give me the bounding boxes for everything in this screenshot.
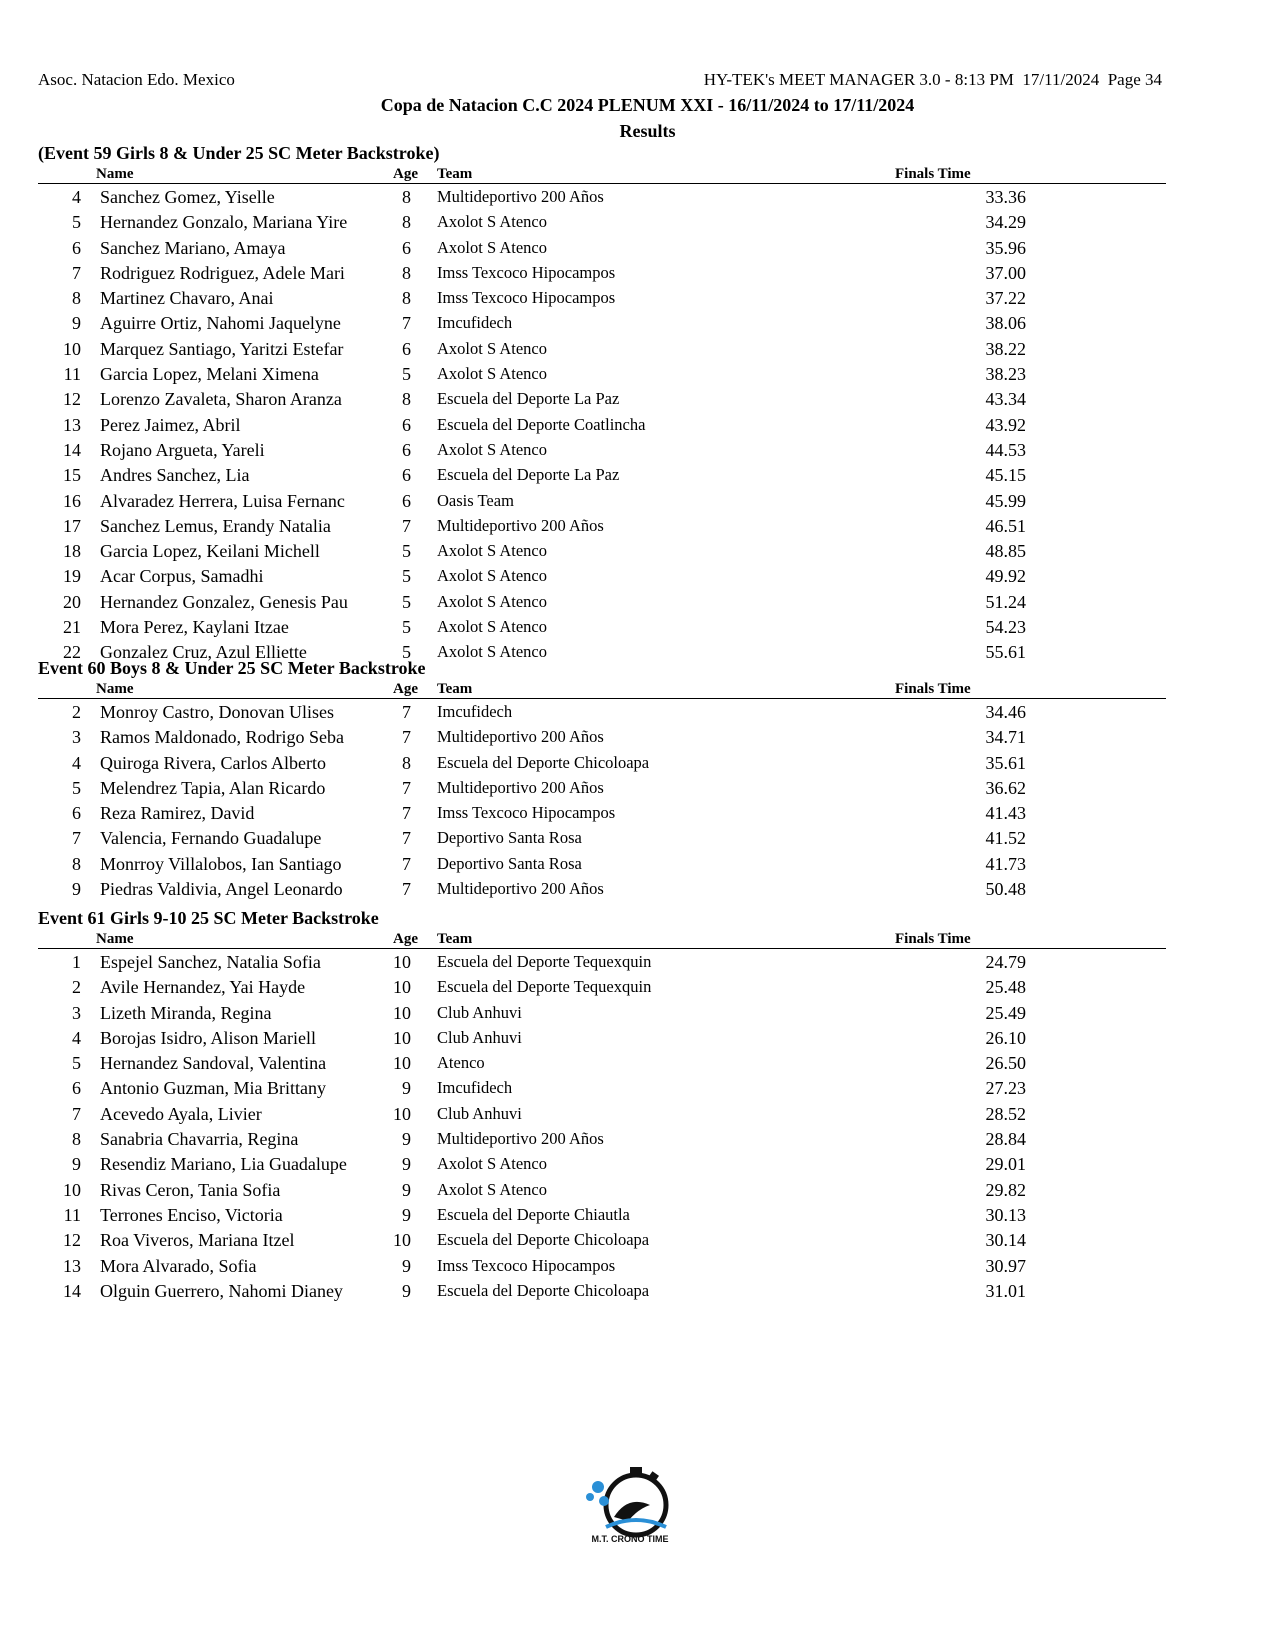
swimmer-name-cell: Avile Hernandez, Yai Hayde: [100, 977, 306, 998]
column-header-team: Team: [437, 166, 473, 182]
age-cell: 5: [402, 642, 411, 663]
finals-time-cell: 41.52: [985, 828, 1026, 849]
event-59-section: [38, 141, 1166, 665]
team-cell: Imcufidech: [437, 702, 513, 721]
age-cell: 9: [402, 1129, 411, 1150]
age-cell: 6: [402, 414, 411, 435]
swimmer-name-cell: Hernandez Sandoval, Valentina: [100, 1053, 327, 1074]
result-row: [38, 825, 1166, 850]
finals-time-cell: 28.84: [985, 1129, 1026, 1150]
place-cell: 2: [72, 977, 81, 998]
age-cell: 7: [402, 777, 411, 798]
place-cell: 8: [72, 1129, 81, 1150]
place-cell: 2: [72, 702, 81, 722]
team-cell: Axolot S Atenco: [437, 1179, 547, 1199]
team-cell: Axolot S Atenco: [437, 566, 547, 586]
water-drop: [592, 1481, 604, 1493]
age-cell: 10: [393, 1027, 411, 1048]
swimmer-name-cell: Espejel Sanchez, Natalia Sofia: [100, 952, 321, 972]
swimmer-name-cell: Sanchez Gomez, Yiselle: [100, 187, 275, 207]
team-cell: Axolot S Atenco: [437, 212, 547, 232]
result-row: [38, 800, 1166, 825]
finals-time-cell: 46.51: [985, 515, 1026, 536]
place-cell: 3: [72, 727, 81, 748]
swimmer-name-cell: Resendiz Mariano, Lia Guadalupe: [100, 1154, 347, 1175]
team-cell: Multideportivo 200 Años: [437, 187, 604, 206]
swimmer-name-cell: Antonio Guzman, Mia Brittany: [100, 1078, 326, 1099]
team-cell: Axolot S Atenco: [437, 364, 547, 384]
finals-time-cell: 28.52: [985, 1103, 1026, 1124]
swimmer-name-cell: Roa Viveros, Mariana Itzel: [100, 1230, 295, 1251]
place-cell: 5: [72, 1053, 81, 1074]
swimmer-name-cell: Mora Perez, Kaylani Itzae: [100, 617, 289, 638]
team-cell: Multideportivo 200 Años: [437, 879, 604, 899]
team-cell: Imss Texcoco Hipocampos: [437, 803, 616, 823]
result-row: [38, 1202, 1166, 1227]
team-cell: Multideportivo 200 Años: [437, 727, 604, 747]
column-header-time: Finals Time: [895, 681, 971, 697]
result-row: [38, 513, 1166, 538]
age-cell: 7: [402, 803, 411, 824]
results-heading: Results: [619, 121, 676, 141]
age-cell: 8: [402, 389, 411, 410]
swimmer-name-cell: Sanchez Lemus, Erandy Natalia: [100, 515, 331, 536]
event-title: Event 61 Girls 9-10 25 SC Meter Backstroke: [38, 908, 379, 928]
age-cell: 10: [393, 1053, 411, 1074]
age-cell: 8: [402, 212, 411, 233]
swimmer-name-cell: Andres Sanchez, Lia: [100, 465, 250, 486]
result-row: [38, 1050, 1166, 1075]
place-cell: 1: [72, 952, 81, 972]
swimmer-name-cell: Ramos Maldonado, Rodrigo Seba: [100, 727, 344, 748]
swimmer-name-cell: Reza Ramirez, David: [100, 803, 255, 824]
result-row: [38, 1227, 1166, 1252]
team-cell: Escuela del Deporte Chicoloapa: [437, 1280, 650, 1300]
finals-time-cell: 38.06: [985, 313, 1026, 334]
team-cell: Imcufidech: [437, 313, 513, 333]
team-cell: Axolot S Atenco: [437, 338, 547, 358]
place-cell: 9: [72, 313, 81, 334]
swimmer-name-cell: Quiroga Rivera, Carlos Alberto: [100, 752, 326, 773]
finals-time-cell: 54.23: [985, 617, 1026, 638]
swimmer-name-cell: Melendrez Tapia, Alan Ricardo: [100, 777, 326, 798]
place-cell: 8: [72, 288, 81, 309]
swimmer-name-cell: Rodriguez Rodriguez, Adele Mari: [100, 262, 345, 283]
age-cell: 8: [402, 187, 411, 207]
finals-time-cell: 24.79: [985, 952, 1026, 972]
place-cell: 21: [63, 617, 81, 638]
place-cell: 5: [72, 212, 81, 233]
team-cell: Multideportivo 200 Años: [437, 515, 604, 535]
team-cell: Axolot S Atenco: [437, 439, 547, 459]
place-cell: 18: [63, 541, 81, 562]
team-cell: Escuela del Deporte Tequexquin: [437, 952, 652, 971]
result-row: [38, 437, 1166, 462]
result-row: [38, 462, 1166, 487]
age-cell: 10: [393, 1230, 411, 1251]
place-cell: 14: [63, 1280, 81, 1301]
swimmer-name-cell: Olguin Guerrero, Nahomi Dianey: [100, 1280, 343, 1301]
event-title: Event 60 Boys 8 & Under 25 SC Meter Backstroke: [38, 658, 426, 678]
team-cell: Imss Texcoco Hipocampos: [437, 262, 616, 282]
team-cell: Axolot S Atenco: [437, 617, 547, 637]
place-cell: 11: [63, 364, 81, 385]
column-header-name: Name: [96, 931, 134, 947]
place-cell: 9: [72, 1154, 81, 1175]
place-cell: 15: [63, 465, 81, 486]
result-row: [38, 876, 1166, 901]
place-cell: 22: [63, 642, 81, 663]
finals-time-cell: 44.53: [985, 439, 1026, 460]
finals-time-cell: 26.10: [985, 1027, 1026, 1048]
team-cell: Club Anhuvi: [437, 1027, 522, 1047]
finals-time-cell: 26.50: [985, 1053, 1026, 1074]
finals-time-cell: 29.01: [985, 1154, 1026, 1175]
column-header-name: Name: [96, 166, 134, 182]
event-title: (Event 59 Girls 8 & Under 25 SC Meter Backstroke): [38, 143, 440, 163]
result-row: [38, 1151, 1166, 1176]
age-cell: 10: [393, 1002, 411, 1023]
place-cell: 17: [63, 515, 81, 536]
finals-time-cell: 38.22: [985, 338, 1026, 359]
finals-time-cell: 25.48: [985, 977, 1026, 998]
swimmer-name-cell: Borojas Isidro, Alison Mariell: [100, 1027, 316, 1048]
age-cell: 6: [402, 465, 411, 486]
age-cell: 5: [402, 617, 411, 638]
result-row: [38, 1278, 1166, 1303]
place-cell: 6: [72, 1078, 81, 1099]
swimmer-name-cell: Mora Alvarado, Sofia: [100, 1255, 257, 1276]
age-cell: 10: [393, 977, 411, 998]
result-row: [38, 589, 1166, 614]
age-cell: 7: [402, 828, 411, 849]
result-row: [38, 361, 1166, 386]
result-row: [38, 184, 1166, 209]
team-cell: Imss Texcoco Hipocampos: [437, 288, 616, 308]
place-cell: 3: [72, 1002, 81, 1023]
age-cell: 6: [402, 490, 411, 511]
finals-time-cell: 30.13: [985, 1204, 1026, 1225]
finals-time-cell: 55.61: [985, 642, 1026, 663]
swimmer-name-cell: Monroy Castro, Donovan Ulises: [100, 702, 334, 722]
age-cell: 7: [402, 313, 411, 334]
place-cell: 7: [72, 1103, 81, 1124]
column-header-row: [38, 165, 1166, 184]
results-list: [38, 699, 1166, 901]
swimmer-name-cell: Terrones Enciso, Victoria: [100, 1204, 283, 1225]
place-cell: 4: [72, 752, 81, 773]
result-row: [38, 1000, 1166, 1025]
finals-time-cell: 30.97: [985, 1255, 1026, 1276]
age-cell: 10: [393, 952, 411, 972]
team-cell: Escuela del Deporte Coatlincha: [437, 414, 646, 434]
column-header-team: Team: [437, 931, 473, 947]
swimmer-name-cell: Marquez Santiago, Yaritzi Estefar: [100, 338, 344, 359]
age-cell: 7: [402, 727, 411, 748]
swimmer-name-cell: Lorenzo Zavaleta, Sharon Aranza: [100, 389, 342, 410]
swimmer-name-cell: Monrroy Villalobos, Ian Santiago: [100, 853, 342, 874]
organization-name: Asoc. Natacion Edo. Mexico: [38, 70, 235, 89]
team-cell: Escuela del Deporte Chicoloapa: [437, 1230, 650, 1250]
swimmer-name-cell: Piedras Valdivia, Angel Leonardo: [100, 879, 343, 900]
place-cell: 8: [72, 853, 81, 874]
place-cell: 14: [63, 439, 81, 460]
result-row: [38, 235, 1166, 260]
place-cell: 11: [63, 1204, 81, 1225]
team-cell: Axolot S Atenco: [437, 591, 547, 611]
finals-time-cell: 27.23: [985, 1078, 1026, 1099]
swimmer-name-cell: Aguirre Ortiz, Nahomi Jaquelyne: [100, 313, 341, 334]
result-row: [38, 488, 1166, 513]
finals-time-cell: 29.82: [985, 1179, 1026, 1200]
result-row: [38, 699, 1166, 724]
result-row: [38, 412, 1166, 437]
place-cell: 7: [72, 262, 81, 283]
column-header-team: Team: [437, 681, 473, 697]
water-drop: [599, 1496, 609, 1506]
finals-time-cell: 37.00: [985, 262, 1026, 283]
place-cell: 9: [72, 879, 81, 900]
result-row: [38, 310, 1166, 335]
age-cell: 5: [402, 591, 411, 612]
age-cell: 9: [402, 1179, 411, 1200]
result-row: [38, 614, 1166, 639]
finals-time-cell: 34.71: [985, 727, 1026, 748]
place-cell: 4: [72, 187, 81, 207]
age-cell: 9: [402, 1204, 411, 1225]
finals-time-cell: 51.24: [985, 591, 1026, 612]
swimmer-name-cell: Sanchez Mariano, Amaya: [100, 237, 286, 258]
age-cell: 10: [393, 1103, 411, 1124]
finals-time-cell: 33.36: [985, 187, 1026, 207]
place-cell: 12: [63, 1230, 81, 1251]
swimmer-name-cell: Acar Corpus, Samadhi: [100, 566, 264, 587]
age-cell: 9: [402, 1078, 411, 1099]
swimmer-name-cell: Valencia, Fernando Guadalupe: [100, 828, 322, 849]
age-cell: 5: [402, 364, 411, 385]
result-row: [38, 1126, 1166, 1151]
result-row: [38, 209, 1166, 234]
team-cell: Deportivo Santa Rosa: [437, 828, 582, 848]
swimmer-name-cell: Lizeth Miranda, Regina: [100, 1002, 272, 1023]
result-row: [38, 1253, 1166, 1278]
age-cell: 8: [402, 288, 411, 309]
event-61-section: [38, 906, 1166, 1303]
place-cell: 4: [72, 1027, 81, 1048]
age-cell: 5: [402, 541, 411, 562]
age-cell: 8: [402, 262, 411, 283]
team-cell: Imcufidech: [437, 1078, 513, 1098]
age-cell: 6: [402, 338, 411, 359]
team-cell: Atenco: [437, 1053, 485, 1073]
column-header-age: Age: [393, 681, 418, 697]
result-row: [38, 974, 1166, 999]
column-header-row: [38, 930, 1166, 949]
team-cell: Club Anhuvi: [437, 1002, 522, 1022]
crono-time-logo: [578, 1465, 682, 1545]
age-cell: 5: [402, 566, 411, 587]
swimmer-name-cell: Hernandez Gonzalo, Mariana Yire: [100, 212, 348, 233]
place-cell: 13: [63, 1255, 81, 1276]
place-cell: 20: [63, 591, 81, 612]
finals-time-cell: 35.96: [985, 237, 1026, 258]
team-cell: Escuela del Deporte La Paz: [437, 389, 620, 409]
results-list: [38, 184, 1166, 665]
result-row: [38, 750, 1166, 775]
age-cell: 7: [402, 853, 411, 874]
result-row: [38, 775, 1166, 800]
result-row: [38, 851, 1166, 876]
column-header-age: Age: [393, 166, 418, 182]
column-header-age: Age: [393, 931, 418, 947]
team-cell: Multideportivo 200 Años: [437, 777, 604, 797]
team-cell: Axolot S Atenco: [437, 237, 547, 257]
finals-time-cell: 34.46: [985, 702, 1026, 722]
place-cell: 19: [63, 566, 81, 587]
finals-time-cell: 48.85: [985, 541, 1026, 562]
result-row: [38, 949, 1166, 974]
team-cell: Escuela del Deporte Tequexquin: [437, 977, 652, 997]
finals-time-cell: 43.92: [985, 414, 1026, 435]
swimmer-name-cell: Alvaradez Herrera, Luisa Fernanc: [100, 490, 345, 511]
finals-time-cell: 50.48: [985, 879, 1026, 900]
result-row: [38, 1025, 1166, 1050]
team-cell: Axolot S Atenco: [437, 642, 547, 662]
swimmer-name-cell: Garcia Lopez, Keilani Michell: [100, 541, 320, 562]
stopwatch-crown: [630, 1467, 642, 1474]
finals-time-cell: 25.49: [985, 1002, 1026, 1023]
finals-time-cell: 49.92: [985, 566, 1026, 587]
column-header-name: Name: [96, 681, 134, 697]
swimmer-name-cell: Gonzalez Cruz, Azul Elliette: [100, 642, 307, 663]
team-cell: Escuela del Deporte La Paz: [437, 465, 620, 485]
result-row: [38, 724, 1166, 749]
place-cell: 5: [72, 777, 81, 798]
team-cell: Oasis Team: [437, 490, 514, 510]
result-row: [38, 386, 1166, 411]
age-cell: 9: [402, 1154, 411, 1175]
team-cell: Escuela del Deporte Chicoloapa: [437, 752, 650, 772]
swimmer-name-cell: Rojano Argueta, Yareli: [100, 439, 265, 460]
swimmer-name-cell: Perez Jaimez, Abril: [100, 414, 241, 435]
team-cell: Escuela del Deporte Chiautla: [437, 1204, 630, 1224]
swimmer-name-cell: Rivas Ceron, Tania Sofia: [100, 1179, 281, 1200]
team-cell: Axolot S Atenco: [437, 1154, 547, 1174]
software-header: HY-TEK's MEET MANAGER 3.0 - 8:13 PM 17/11/2024 Page 34: [703, 70, 1162, 89]
finals-time-cell: 34.29: [985, 212, 1026, 233]
finals-time-cell: 45.15: [985, 465, 1026, 486]
age-cell: 7: [402, 879, 411, 900]
place-cell: 6: [72, 803, 81, 824]
finals-time-cell: 43.34: [985, 389, 1026, 410]
team-cell: Multideportivo 200 Años: [437, 1129, 604, 1149]
water-drop: [586, 1493, 594, 1501]
event-60-section: [38, 656, 1166, 901]
logo-text: M.T. CRONO TIME: [591, 1534, 669, 1544]
place-cell: 13: [63, 414, 81, 435]
place-cell: 6: [72, 237, 81, 258]
swimmer-name-cell: Sanabria Chavarria, Regina: [100, 1129, 299, 1150]
age-cell: 7: [402, 702, 411, 722]
finals-time-cell: 41.43: [985, 803, 1026, 824]
result-row: [38, 260, 1166, 285]
team-cell: Axolot S Atenco: [437, 541, 547, 561]
result-row: [38, 1101, 1166, 1126]
age-cell: 8: [402, 752, 411, 773]
finals-time-cell: 30.14: [985, 1230, 1026, 1251]
swimmer-name-cell: Acevedo Ayala, Livier: [100, 1103, 262, 1124]
place-cell: 16: [63, 490, 81, 511]
result-row: [38, 538, 1166, 563]
swimmer-name-cell: Hernandez Gonzalez, Genesis Pau: [100, 591, 348, 612]
age-cell: 9: [402, 1280, 411, 1301]
results-list: [38, 949, 1166, 1303]
finals-time-cell: 36.62: [985, 777, 1026, 798]
team-cell: Imss Texcoco Hipocampos: [437, 1255, 616, 1275]
swimmer-name-cell: Garcia Lopez, Melani Ximena: [100, 364, 319, 385]
finals-time-cell: 41.73: [985, 853, 1026, 874]
result-row: [38, 563, 1166, 588]
place-cell: 10: [63, 1179, 81, 1200]
column-header-time: Finals Time: [895, 931, 971, 947]
finals-time-cell: 45.99: [985, 490, 1026, 511]
finals-time-cell: 38.23: [985, 364, 1026, 385]
result-row: [38, 1075, 1166, 1100]
finals-time-cell: 37.22: [985, 288, 1026, 309]
place-cell: 7: [72, 828, 81, 849]
finals-time-cell: 35.61: [985, 752, 1026, 773]
place-cell: 12: [63, 389, 81, 410]
result-row: [38, 1177, 1166, 1202]
finals-time-cell: 31.01: [985, 1280, 1026, 1301]
swimmer-name-cell: Martinez Chavaro, Anai: [100, 288, 274, 309]
age-cell: 6: [402, 237, 411, 258]
age-cell: 7: [402, 515, 411, 536]
result-row: [38, 285, 1166, 310]
column-header-row: [38, 680, 1166, 699]
meet-title: Copa de Natacion C.C 2024 PLENUM XXI - 16/11/2024 to 17/11/2024: [380, 95, 915, 115]
age-cell: 9: [402, 1255, 411, 1276]
place-cell: 10: [63, 338, 81, 359]
team-cell: Club Anhuvi: [437, 1103, 522, 1123]
column-header-time: Finals Time: [895, 166, 971, 182]
team-cell: Deportivo Santa Rosa: [437, 853, 582, 873]
age-cell: 6: [402, 439, 411, 460]
result-row: [38, 336, 1166, 361]
